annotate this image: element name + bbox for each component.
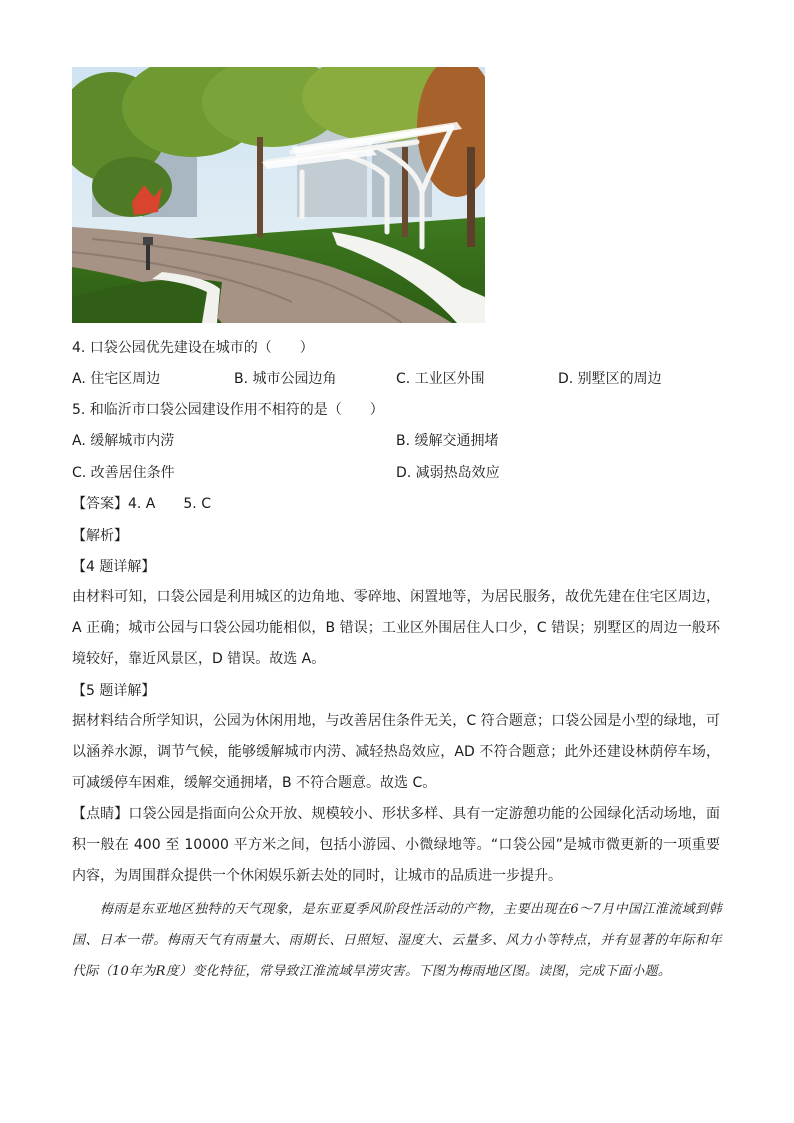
question-4-option-c: C. 工业区外围 (396, 371, 485, 387)
question-5-option-b: B. 缓解交通拥堵 (396, 433, 499, 449)
question-5-option-d: D. 减弱热岛效应 (396, 465, 500, 481)
answer-line (72, 494, 211, 514)
q4-detail-text: 由材料可知，口袋公园是利用城区的边角地、零碎地、闲置地等，为居民服务，故优先建在住宅区周边，A 正确；城市公园与口袋公园功能相似，B 错误；工业区外围居住人口少，C 错误；别墅区的周边一般环境较好，靠近风景区，D 错误。故选 A。 (72, 589, 720, 667)
question-4-option-b: B. 城市公园边角 (234, 371, 337, 387)
q4-detail-label: 【4 题详解】 (72, 559, 156, 575)
pocket-park-photo (72, 67, 485, 323)
question-5-option-c: C. 改善居住条件 (72, 465, 175, 481)
analysis-label: 【解析】 (72, 528, 128, 544)
question-4-stem: 4. 口袋公园优先建设在城市的（ ） (72, 340, 314, 356)
question-5-stem: 5. 和临沂市口袋公园建设作用不相符的是（ ） (72, 402, 384, 418)
answer-label: 【答案】 (72, 496, 128, 512)
answer-text: 4. A 5. C (128, 496, 211, 512)
tip-paragraph (72, 799, 720, 892)
question-4-option-a: A. 住宅区周边 (72, 371, 161, 387)
q5-detail-label: 【5 题详解】 (72, 683, 156, 699)
tip-label: 【点睛】 (72, 806, 129, 822)
tip-text: 口袋公园是指面向公众开放、规模较小、形状多样、具有一定游憩功能的公园绿化活动场地，面积一般在 400 至 10000 平方米之间，包括小游园、小微绿地等。“口袋公园”是城市微更新的一项重要内容，为周围群众提供一个休闲娱乐新去处的同时，让城市的品质进一步提升。 (72, 806, 721, 884)
park-illustration (72, 67, 485, 323)
meiyu-passage: 梅雨是东亚地区独特的天气现象，是东亚夏季风阶段性活动的产物，主要出现在6～7月中国江淮流域到韩国、日本一带。梅雨天气有雨量大、雨期长、日照短、湿度大、云量多、风力小等特点，并有显著的年际和年代际（10年为R度）变化特征，常导致江淮流域旱涝灾害。下图为梅雨地区图。读图，完成下面小题。 (72, 902, 722, 979)
question-5-option-a: A. 缓解城市内涝 (72, 433, 175, 449)
question-4-option-d: D. 别墅区的周边 (558, 371, 662, 387)
q5-detail-text: 据材料结合所学知识，公园为休闲用地，与改善居住条件无关，C 符合题意；口袋公园是小型的绿地，可以涵养水源，调节气候，能够缓解城市内涝、减轻热岛效应，AD 不符合题意；此外还建设林荫停车场，可减缓停车困难，缓解交通拥堵，B 不符合题意。故选 C。 (72, 713, 720, 791)
